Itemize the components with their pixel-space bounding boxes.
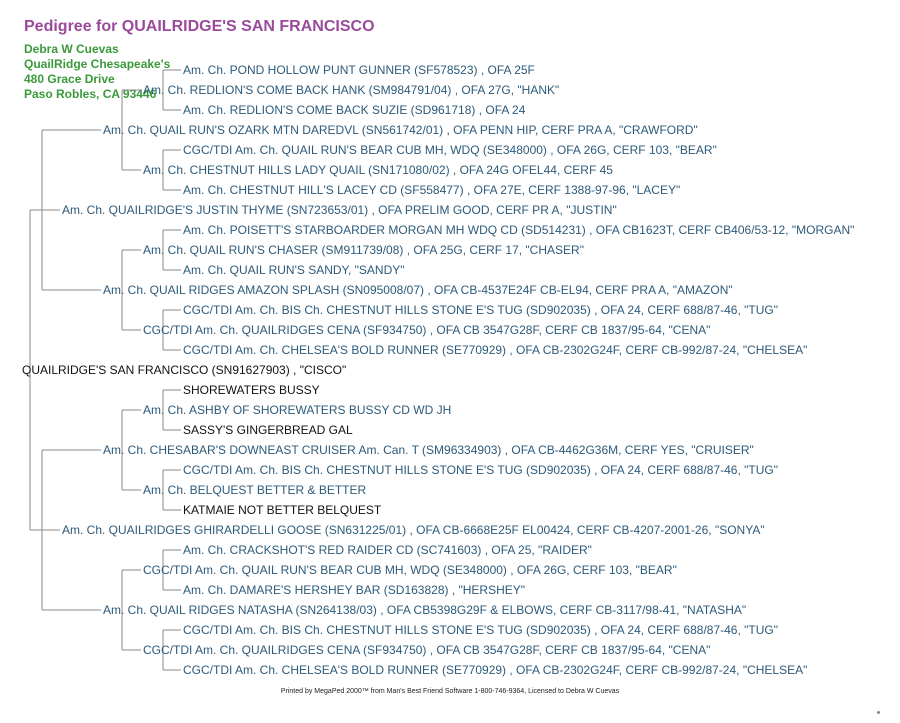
owner-name: Debra W Cuevas [24,42,119,56]
ancestor-dam-dam-dam-label: CGC/TDI Am. Ch. QUAILRIDGES CENA (SF934750) , OFA CB 3547G28F, CERF CB 1837/95-64, "CENA" [143,643,711,657]
ancestor-dam-sire-dam-sire: CGC/TDI Am. Ch. BIS Ch. CHESTNUT HILLS STONE E'S TUG (SD902035) , OFA 24, CERF 688/87-46, "TUG" [183,463,778,477]
ancestor-sire-sire-sire-label: Am. Ch. REDLION'S COME BACK HANK (SM984791/04) , OFA 27G, "HANK" [143,83,560,97]
ancestor-sire-dam-sire-sire: Am. Ch. POISETT'S STARBOARDER MORGAN MH WDQ CD (SD514231) , OFA CB1623T, CERF CB406/53-12, "MORGAN" [183,223,855,237]
ancestor-sire-label: Am. Ch. QUAILRIDGE'S JUSTIN THYME (SN723653/01) , OFA PRELIM GOOD, CERF PR A, "JUSTIN" [62,203,617,217]
ancestor-dam-sire-sire-label: Am. Ch. ASHBY OF SHOREWATERS BUSSY CD WD JH [143,403,452,417]
ancestor-sire-sire-sire-dam: Am. Ch. REDLION'S COME BACK SUZIE (SD961718) , OFA 24 [183,103,526,117]
ancestor-sire-sire-dam-label: Am. Ch. CHESTNUT HILLS LADY QUAIL (SN171080/02) , OFA 24G OFEL44, CERF 45 [143,163,613,177]
ancestor-dam-sire-dam-label: Am. Ch. BELQUEST BETTER & BETTER [143,483,367,497]
ancestor-dam-sire-sire-dam: SASSY'S GINGERBREAD GAL [183,423,353,437]
ancestor-sire-dam-dam-sire: CGC/TDI Am. Ch. BIS Ch. CHESTNUT HILLS STONE E'S TUG (SD902035) , OFA 24, CERF 688/87-46, "TUG" [183,303,778,317]
ancestor-dam-label: Am. Ch. QUAILRIDGES GHIRARDELLI GOOSE (SN631225/01) , OFA CB-6668E25F EL00424, CERF CB-4207-2001-26, "SONYA" [62,523,765,537]
ancestor-sire-dam-dam-dam: CGC/TDI Am. Ch. CHELSEA'S BOLD RUNNER (SE770929) , OFA CB-2302G24F, CERF CB-992/87-24, "CHELSEA" [183,343,808,357]
ancestor-sire-dam-label: Am. Ch. QUAIL RIDGES AMAZON SPLASH (SN095008/07) , OFA CB-4537E24F CB-EL94, CERF PRA A, "AMAZON" [103,283,733,297]
ancestor-dam-sire-label: Am. Ch. CHESABAR'S DOWNEAST CRUISER Am. Can. T (SM96334903) , OFA CB-4462G36M, CERF YES, "CRUISER" [103,443,754,457]
ancestor-dam-dam-sire-sire: Am. Ch. CRACKSHOT'S RED RAIDER CD (SC741603) , OFA 25, "RAIDER" [183,543,592,557]
ancestor-sire-dam-dam-label: CGC/TDI Am. Ch. QUAILRIDGES CENA (SF934750) , OFA CB 3547G28F, CERF CB 1837/95-64, "CENA" [143,323,711,337]
page-title: Pedigree for QUAILRIDGE'S SAN FRANCISCO [24,18,375,35]
ancestor-sire-sire-dam-dam: Am. Ch. CHESTNUT HILL'S LACEY CD (SF558477) , OFA 27E, CERF 1388-97-96, "LACEY" [183,183,681,197]
owner-street: 480 Grace Drive [24,72,115,86]
owner-kennel: QuailRidge Chesapeake's [24,57,171,71]
ancestor-dam-dam-sire-label: CGC/TDI Am. Ch. QUAIL RUN'S BEAR CUB MH, WDQ (SE348000) , OFA 26G, CERF 103, "BEAR" [143,563,677,577]
ancestor-dam-sire-dam-dam: KATMAIE NOT BETTER BELQUEST [183,503,382,517]
ancestor-sire-sire-dam-sire: CGC/TDI Am. Ch. QUAIL RUN'S BEAR CUB MH, WDQ (SE348000) , OFA 26G, CERF 103, "BEAR" [183,143,717,157]
ancestor-sire-dam-sire-label: Am. Ch. QUAIL RUN'S CHASER (SM911739/08) , OFA 25G, CERF 17, "CHASER" [143,243,584,257]
ancestor-sire-sire-label: Am. Ch. QUAIL RUN'S OZARK MTN DAREDVL (SN561742/01) , OFA PENN HIP, CERF PRA A, "CRAWFORD" [103,123,698,137]
ancestor-dam-dam-dam-dam: CGC/TDI Am. Ch. CHELSEA'S BOLD RUNNER (SE770929) , OFA CB-2302G24F, CERF CB-992/87-24, "CHELSEA" [183,663,808,677]
ancestor-sire-sire-sire-sire: Am. Ch. POND HOLLOW PUNT GUNNER (SF578523) , OFA 25F [183,63,535,77]
subject-dog: QUAILRIDGE'S SAN FRANCISCO (SN91627903) , "CISCO" [22,363,347,377]
ancestor-dam-dam-dam-sire: CGC/TDI Am. Ch. BIS Ch. CHESTNUT HILLS STONE E'S TUG (SD902035) , OFA 24, CERF 688/87-46, "TUG" [183,623,778,637]
ancestor-dam-dam-label: Am. Ch. QUAIL RIDGES NATASHA (SN264138/03) , OFA CB5398G29F & ELBOWS, CERF CB-3117/98-41, "NATASHA" [103,603,747,617]
footer-credit: Printed by MegaPed 2000™ from Man's Best Friend Software 1-800-746-9364, Licensed to Debra W Cuevas [280,688,620,695]
scan-dot [877,711,880,714]
ancestor-sire-dam-sire-dam: Am. Ch. QUAIL RUN'S SANDY, "SANDY" [183,263,405,277]
ancestor-dam-dam-sire-dam: Am. Ch. DAMARE'S HERSHEY BAR (SD163828) , "HERSHEY" [183,583,526,597]
owner-city: Paso Robles, CA 93446 [24,87,157,101]
ancestor-dam-sire-sire-sire: SHOREWATERS BUSSY [183,383,320,397]
